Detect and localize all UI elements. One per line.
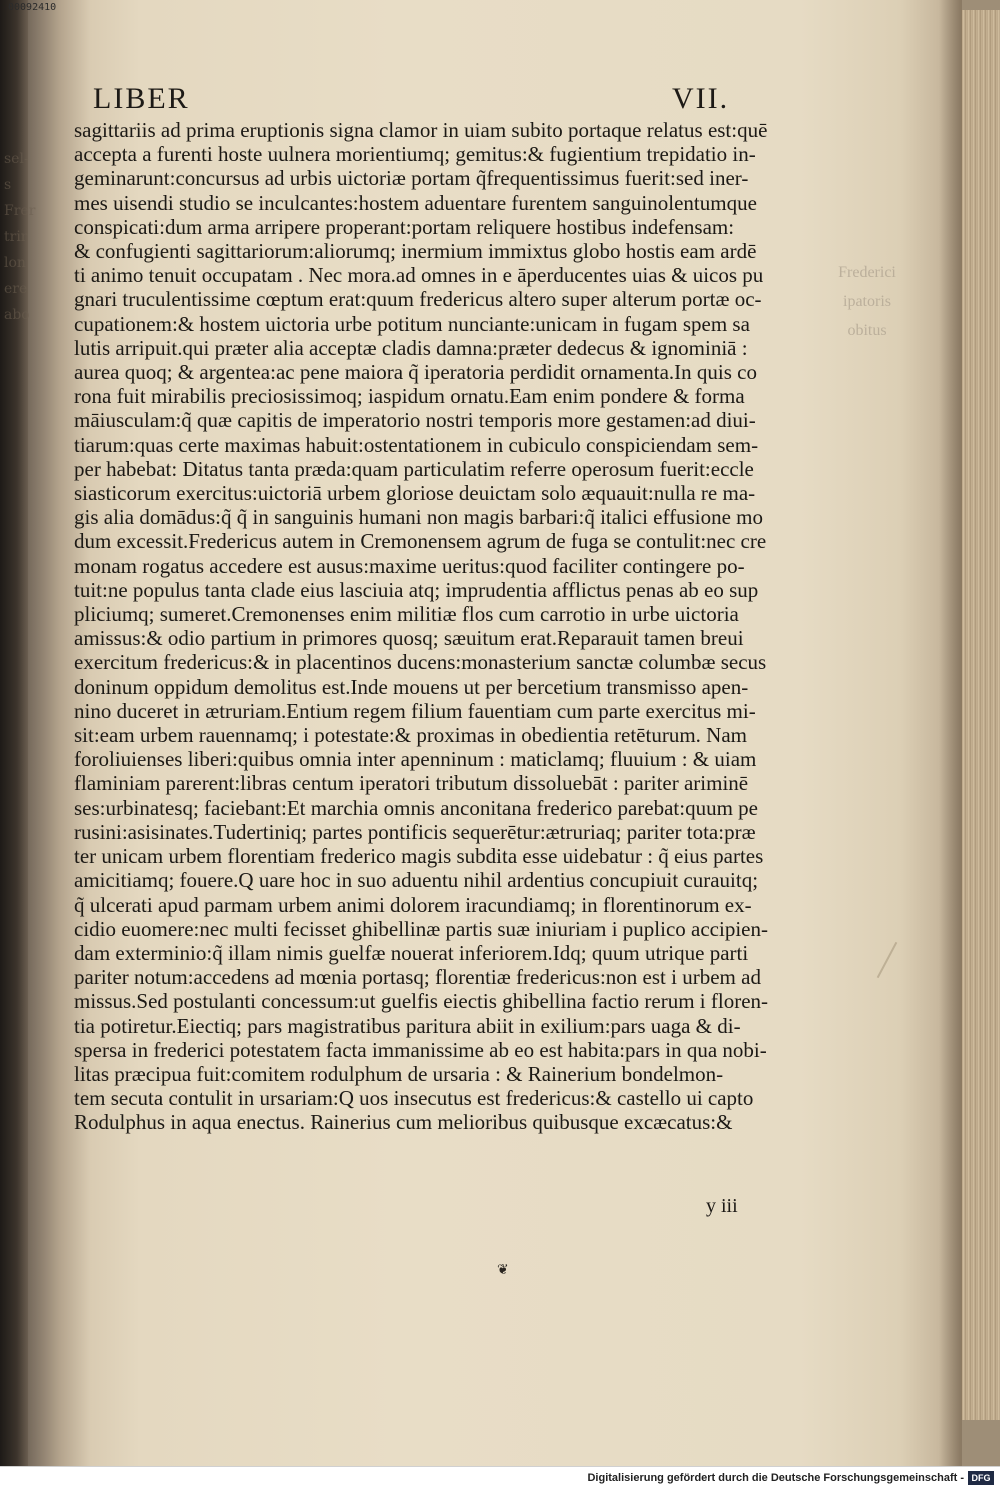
ink-mark: ❦ bbox=[497, 1262, 509, 1278]
signature-mark: y iii bbox=[706, 1195, 738, 1217]
text-line: amicitiamq; fouere.Q uare hoc in suo aduentu nihil ardentius concupiuit curauitq; bbox=[74, 868, 759, 893]
facing-page-bleed: sel- s Frer trir lon ere abo bbox=[4, 151, 36, 323]
text-line: spersa in frederici potestatem facta immanissime ab eo est habita:pars in qua nobi- bbox=[74, 1037, 767, 1062]
text-line: accepta a furenti hoste uulnera morientiumq; gemitus:& fugientium trepidatio in- bbox=[74, 142, 756, 167]
text-line: cupationem:& hostem uictoria urbe potitum nunciante:unicam in fugam spem sa bbox=[74, 311, 750, 336]
text-line: siasticorum exercitus:uictoriā urbem gloriose deuictam solo æquauit:nulla re ma- bbox=[74, 481, 756, 506]
margin-note-line: obitus bbox=[847, 322, 887, 339]
running-head-left: LIBER bbox=[93, 82, 190, 115]
text-line: tem secuta contulit in ursariam:Q uos insecutus est fredericus:& castello ui capto bbox=[74, 1086, 754, 1111]
text-line: q̃ ulcerati apud parmam urbem animi dolorem iracundiamq; in florentinorum ex- bbox=[74, 892, 752, 917]
running-head-right: VII. bbox=[672, 82, 730, 115]
text-line: pliciumq; sumeret.Cremonenses enim militiæ flos cum carrotio in urbe uictoria bbox=[74, 602, 739, 627]
margin-note-line: Frederici bbox=[838, 264, 896, 281]
text-line: rona fuit mirabilis preciosissimoq; iaspidum ornatu.Eam enim pondere & forma bbox=[74, 384, 745, 409]
margin-note-line: ipatoris bbox=[843, 293, 891, 310]
pencil-mark bbox=[877, 942, 898, 978]
text-line: per habebat: Ditatus tanta præda:quam particulatim referre operosum fuerit:eccle bbox=[74, 456, 754, 481]
text-line: ter unicam urbem florentiam frederico magis subdita esse uidebatur : q̃ eius partes bbox=[74, 844, 764, 869]
text-line: pariter notum:accedens ad mœnia portasq; florentiæ fredericus:non est i urbem ad bbox=[74, 965, 761, 990]
text-line: missus.Sed postulanti concessum:ut guelfis eiectis ghibellina factio rerum i floren- bbox=[74, 989, 769, 1014]
footer-bar bbox=[0, 1466, 1000, 1490]
text-line: flaminiam parerent:libras centum iperatori tributum dissoluebāt : pariter ariminē bbox=[74, 771, 749, 796]
text-line: geminarunt:concursus ad urbis uictoriæ portam q̃frequentissimus fuerit:sed iner- bbox=[74, 166, 749, 191]
text-line: dum excessit.Fredericus autem in Cremonensem agrum de fuga se contulit:nec cre bbox=[74, 529, 767, 554]
text-line: ses:urbinatesq; faciebant:Et marchia omnis anconitana frederico parebat:quum pe bbox=[74, 795, 758, 820]
text-line: dam exterminio:q̃ illam nimis guelfæ nouerat inferiorem.Idq; quum utrique parti bbox=[74, 940, 749, 965]
text-line: māiusculam:q̃ quæ capitis de imperatorio nostri temporis more gestamen:ad diui- bbox=[74, 408, 756, 433]
text-line: aurea quoq; & argentea:ac pene maiora q̃ iperatoria perdidit ornamenta.In quis co bbox=[74, 360, 757, 385]
text-line: ti animo tenuit occupatam . Nec mora.ad omnes in e āperducentes uias & uicos pu bbox=[74, 263, 764, 288]
text-line: foroliuienses liberi:quibus omnia inter apenninum : maticlamq; fluuium : & uiam bbox=[74, 747, 757, 772]
text-line: nino duceret in ætruriam.Entium regem filium fauentiam cum parte exercitus mi- bbox=[74, 698, 756, 723]
text-line: & confugienti sagittariorum:aliorumq; inermium immixtus globo hostis eam ardē bbox=[74, 239, 757, 264]
text-line: sit:eam urbem rauennamq; i potestate:& proximas in obedientia retēturum. Nam bbox=[74, 723, 747, 748]
text-line: conspicati:dum arma arripere properant:portam reliquere hostibus indefensam: bbox=[74, 214, 735, 239]
text-line: monam rogatus accedere est ausus:maxime ueritus:quod faciliter contingere po- bbox=[74, 553, 745, 578]
text-line: sagittariis ad prima eruptionis signa clamor in uiam subito portaque relatus est:quē bbox=[74, 118, 768, 142]
page-curl-shadow bbox=[938, 0, 962, 1466]
scan-id-label: 00092410 bbox=[8, 2, 57, 13]
text-line: tiarum:quas certe maximas habuit:ostentationem in cubiculo conspiciendam sem- bbox=[74, 432, 759, 457]
text-line: doninum oppidum demolitus est.Inde mouens ut per bercetium transmisso apen- bbox=[74, 674, 749, 699]
text-line: cidio euomere:nec multi fecisset ghibellinæ partis suæ iniuriam i puplico accipien- bbox=[74, 916, 768, 941]
text-line: mes uisendi studio se inculcantes:hostem aduentare furentem sanguinolentumque bbox=[74, 190, 757, 215]
funding-credit: Digitalisierung gefördert durch die Deutsche Forschungsgemeinschaft - bbox=[587, 1472, 964, 1484]
text-line: rusini:asisinates.Tudertiniq; partes pontificis sequerētur:ætruriaq; pariter tota:præ bbox=[74, 819, 756, 844]
text-line: exercitum fredericus:& in placentinos ducens:monasterium sanctæ columbæ secus bbox=[74, 650, 767, 675]
margin-note bbox=[822, 258, 912, 345]
text-line: lutis arripuit.qui præter alia acceptæ cladis damna:præter dedecus & ignominiā : bbox=[74, 335, 748, 360]
text-line: litas præcipua fuit:comitem rodulphum de ursaria : & Rainerium bondelmon- bbox=[74, 1061, 724, 1086]
page-edges bbox=[961, 10, 1000, 1420]
text-line: tia potiretur.Eiectiq; pars magistratibus paritura abiit in exilium:pars uaga & di- bbox=[74, 1013, 741, 1038]
dfg-logo: DFG bbox=[968, 1471, 994, 1485]
text-line: Rodulphus in aqua enectus. Rainerius cum melioribus quibusque excæcatus:& bbox=[74, 1110, 733, 1135]
main-text-block bbox=[74, 118, 804, 1135]
text-line: amissus:& odio partium in primores quosq; sæuitum erat.Reparauit tamen breui bbox=[74, 626, 744, 651]
text-line: gis alia domādus:q̃ q̃ in sanguinis humani non magis barbari:q̃ italici effusione mo bbox=[74, 505, 764, 530]
text-line: tuit:ne populus tanta clade eius lasciuia atq; imprudentia afflictus penas ab eo sup bbox=[74, 577, 759, 602]
text-line: gnari truculentissime cœptum erat:quum fredericus altero super alterum portæ oc- bbox=[74, 287, 762, 312]
